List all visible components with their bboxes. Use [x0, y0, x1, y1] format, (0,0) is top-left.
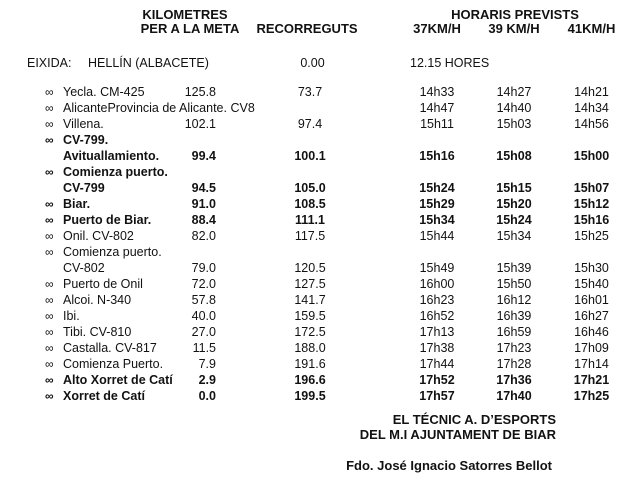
table-row: [0, 276, 631, 292]
waypoint-name: Comienza Puerto.: [63, 357, 164, 371]
time-41kmh-value: 14h34: [574, 101, 609, 115]
infinity-bullet-icon: ∞: [45, 309, 54, 323]
waypoint-name: Tibi. CV-810: [63, 325, 132, 339]
time-41kmh-value: 16h46: [574, 325, 609, 339]
km-covered-value: 141.7: [294, 293, 326, 307]
start-row: [0, 55, 631, 71]
infinity-bullet-icon: ∞: [45, 229, 54, 243]
infinity-bullet-icon: ∞: [45, 245, 54, 259]
time-41kmh-value: 15h00: [573, 149, 610, 163]
table-row: [0, 196, 631, 212]
table-row: [0, 292, 631, 308]
infinity-bullet-icon: ∞: [45, 389, 54, 403]
time-41kmh-value: 15h30: [574, 261, 609, 275]
time-37kmh-value: 15h49: [419, 261, 455, 275]
km-covered-value: 111.1: [295, 213, 325, 227]
km-covered-value: 127.5: [294, 277, 326, 291]
km-covered-value: 188.0: [294, 341, 326, 355]
time-41kmh-value: 15h25: [574, 229, 609, 243]
time-37kmh-value: 17h13: [419, 325, 455, 339]
km-covered-value: 97.4: [297, 117, 323, 131]
km-to-finish-value: 40.0: [191, 309, 216, 323]
time-39kmh-value: 17h28: [496, 357, 532, 371]
km-covered-value: 199.5: [294, 389, 326, 403]
infinity-bullet-icon: ∞: [45, 165, 54, 179]
km-to-finish-value: [176, 132, 216, 148]
start-label: EIXIDA:: [27, 56, 72, 70]
infinity-bullet-icon: ∞: [45, 293, 54, 307]
time-37kmh-value: 14h47: [419, 101, 455, 115]
infinity-bullet-icon: ∞: [45, 213, 54, 227]
km-to-finish-value: 99.4: [191, 149, 216, 163]
waypoint-name: AlicanteProvincia de Alicante. CV8: [63, 101, 255, 115]
time-39kmh-value: 15h24: [496, 213, 532, 227]
time-39kmh-value: 15h20: [496, 197, 532, 211]
time-39kmh-value: [475, 244, 553, 260]
km-to-finish-value: 72.0: [191, 277, 216, 291]
time-37kmh-value: [404, 164, 470, 180]
table-row: [0, 260, 631, 276]
time-37kmh-value: 14h33: [419, 85, 455, 99]
footer-office-line1: EL TÉCNIC A. D’ESPORTS: [392, 412, 556, 427]
footer-signature: Fdo. José Ignacio Satorres Bellot: [346, 458, 552, 473]
waypoint-name: Onil. CV-802: [63, 229, 134, 243]
start-time: 12.15 HORES: [410, 56, 490, 70]
km-to-finish-value: 94.5: [191, 181, 216, 195]
time-41kmh-value: 14h21: [574, 85, 609, 99]
table-row: [0, 228, 631, 244]
time-37kmh-value: 17h52: [419, 373, 455, 387]
time-39kmh-value: 15h15: [496, 181, 532, 195]
time-39kmh-value: [475, 132, 553, 148]
header-horaris-previstos: HORARIS PREVISTS: [451, 7, 579, 22]
km-covered-value: [216, 244, 404, 260]
time-41kmh-value: 17h09: [574, 341, 609, 355]
table-row: [0, 340, 631, 356]
header-speed-41kmh: 41KM/H: [567, 21, 616, 36]
km-to-finish-value: [176, 164, 216, 180]
time-39kmh-value: 17h40: [496, 389, 532, 403]
time-37kmh-value: 15h44: [419, 229, 455, 243]
time-37kmh-value: 17h44: [419, 357, 455, 371]
infinity-bullet-icon: ∞: [45, 357, 54, 371]
time-41kmh-value: 16h01: [574, 293, 609, 307]
waypoint-name: Avituallamiento.: [63, 149, 160, 163]
time-37kmh-value: 15h11: [420, 117, 454, 131]
footer-office-block: [360, 412, 556, 442]
km-to-finish-value: 125.8: [184, 85, 216, 99]
time-41kmh-value: 15h40: [574, 277, 609, 291]
time-39kmh-value: 16h12: [496, 293, 532, 307]
km-to-finish-value: 88.4: [191, 213, 216, 227]
km-to-finish-value: 102.1: [184, 117, 216, 131]
waypoint-name: Biar.: [63, 197, 91, 211]
footer-office-line2: DEL M.I AJUNTAMENT DE BIAR: [359, 427, 556, 442]
km-covered-value: 105.0: [294, 181, 326, 195]
infinity-bullet-icon: ∞: [45, 277, 54, 291]
time-41kmh-value: 17h25: [573, 389, 610, 403]
time-39kmh-value: 15h50: [496, 277, 532, 291]
infinity-bullet-icon: ∞: [45, 133, 54, 147]
km-covered-value: 117.5: [294, 229, 326, 243]
time-41kmh-value: 15h12: [573, 197, 610, 211]
km-covered-value: [216, 132, 404, 148]
table-row: [0, 116, 631, 132]
km-to-finish-value: 2.9: [198, 373, 216, 387]
waypoint-name: Yecla. CM-425: [63, 85, 145, 99]
time-39kmh-value: 15h08: [496, 149, 532, 163]
km-covered-value: 159.5: [294, 309, 326, 323]
time-39kmh-value: 17h23: [496, 341, 532, 355]
time-39kmh-value: 15h39: [496, 261, 532, 275]
table-row: [0, 324, 631, 340]
time-37kmh-value: 15h29: [419, 197, 455, 211]
waypoint-name: CV-802: [63, 261, 105, 275]
table-row: [0, 164, 631, 180]
waypoint-name: Xorret de Catí: [63, 389, 145, 403]
time-39kmh-value: 16h39: [496, 309, 532, 323]
km-covered-value: [216, 100, 404, 116]
time-41kmh-value: 15h16: [573, 213, 610, 227]
table-row: [0, 244, 631, 260]
waypoint-name: CV-799.: [63, 133, 109, 147]
table-row: [0, 100, 631, 116]
time-41kmh-value: 15h07: [573, 181, 610, 195]
time-39kmh-value: 17h36: [496, 373, 532, 387]
km-to-finish-value: 27.0: [191, 325, 216, 339]
time-39kmh-value: 16h59: [496, 325, 532, 339]
infinity-bullet-icon: ∞: [45, 373, 54, 387]
km-covered-value: 73.7: [297, 85, 323, 99]
table-row: [0, 132, 631, 148]
infinity-bullet-icon: [40, 260, 63, 276]
time-37kmh-value: 15h24: [419, 181, 455, 195]
km-covered-value: [216, 164, 404, 180]
header-speed-39kmh: 39 KM/H: [488, 21, 540, 36]
km-covered-value: 172.5: [294, 325, 326, 339]
table-row: [0, 388, 631, 404]
km-to-finish-value: 11.5: [192, 341, 216, 355]
infinity-bullet-icon: ∞: [45, 85, 54, 99]
infinity-bullet-icon: ∞: [45, 197, 54, 211]
infinity-bullet-icon: ∞: [45, 341, 54, 355]
infinity-bullet-icon: [40, 148, 63, 164]
infinity-bullet-icon: [40, 180, 63, 196]
time-37kmh-value: 15h34: [419, 213, 455, 227]
itinerary-table: [0, 84, 631, 404]
table-row: [0, 84, 631, 100]
header-speed-37kmh: 37KM/H: [413, 21, 461, 36]
waypoint-name: Puerto de Onil: [63, 277, 143, 291]
table-row: [0, 212, 631, 228]
time-41kmh-value: 16h27: [574, 309, 609, 323]
km-covered-value: 191.6: [294, 357, 326, 371]
time-37kmh-value: 17h57: [419, 389, 455, 403]
km-to-finish-value: 7.9: [198, 357, 216, 371]
km-to-finish-value: 91.0: [191, 197, 216, 211]
header-per-a-la-meta: PER A LA META: [140, 21, 240, 36]
time-37kmh-value: [404, 244, 470, 260]
waypoint-name: Alcoi. N-340: [63, 293, 132, 307]
infinity-bullet-icon: ∞: [45, 325, 54, 339]
waypoint-name: Comienza puerto.: [63, 245, 162, 259]
km-to-finish-value: [176, 100, 216, 116]
time-39kmh-value: 14h27: [496, 85, 532, 99]
header-recorreguts: RECORREGUTS: [256, 21, 358, 36]
time-39kmh-value: [475, 164, 553, 180]
waypoint-name: Puerto de Biar.: [63, 213, 152, 227]
km-to-finish-value: [176, 244, 216, 260]
km-to-finish-value: 0.0: [198, 389, 216, 403]
time-41kmh-value: [553, 132, 630, 148]
km-covered-value: 100.1: [294, 149, 326, 163]
waypoint-name: Comienza puerto.: [63, 165, 168, 179]
table-row: [0, 308, 631, 324]
start-place: HELLÍN (ALBACETE): [88, 56, 209, 70]
infinity-bullet-icon: ∞: [45, 117, 54, 131]
table-row: [0, 372, 631, 388]
km-to-finish-value: 79.0: [191, 261, 216, 275]
infinity-bullet-icon: ∞: [45, 101, 54, 115]
time-41kmh-value: [553, 164, 630, 180]
header-kilometres: KILOMETRES: [142, 7, 228, 22]
time-37kmh-value: 16h52: [419, 309, 455, 323]
time-37kmh-value: 15h16: [419, 149, 455, 163]
time-39kmh-value: 15h34: [496, 229, 532, 243]
waypoint-name: CV-799: [63, 181, 105, 195]
km-to-finish-value: 57.8: [191, 293, 216, 307]
time-41kmh-value: 17h21: [573, 373, 610, 387]
waypoint-name: Alto Xorret de Catí: [63, 373, 173, 387]
waypoint-name: Castalla. CV-817: [63, 341, 157, 355]
table-row: [0, 180, 631, 196]
time-37kmh-value: 17h38: [419, 341, 455, 355]
km-covered-value: 120.5: [294, 261, 326, 275]
waypoint-name: Villena.: [63, 117, 104, 131]
start-km-recorreguts: 0.00: [300, 56, 325, 70]
km-covered-value: 196.6: [294, 373, 326, 387]
time-41kmh-value: 17h14: [574, 357, 609, 371]
time-39kmh-value: 14h40: [496, 101, 532, 115]
table-row: [0, 148, 631, 164]
time-37kmh-value: [404, 132, 470, 148]
km-covered-value: 108.5: [294, 197, 326, 211]
table-row: [0, 356, 631, 372]
km-to-finish-value: 82.0: [191, 229, 216, 243]
time-41kmh-value: 14h56: [574, 117, 609, 131]
waypoint-name: Ibi.: [63, 309, 80, 323]
time-39kmh-value: 15h03: [496, 117, 532, 131]
time-37kmh-value: 16h00: [419, 277, 455, 291]
time-37kmh-value: 16h23: [419, 293, 455, 307]
time-41kmh-value: [553, 244, 630, 260]
